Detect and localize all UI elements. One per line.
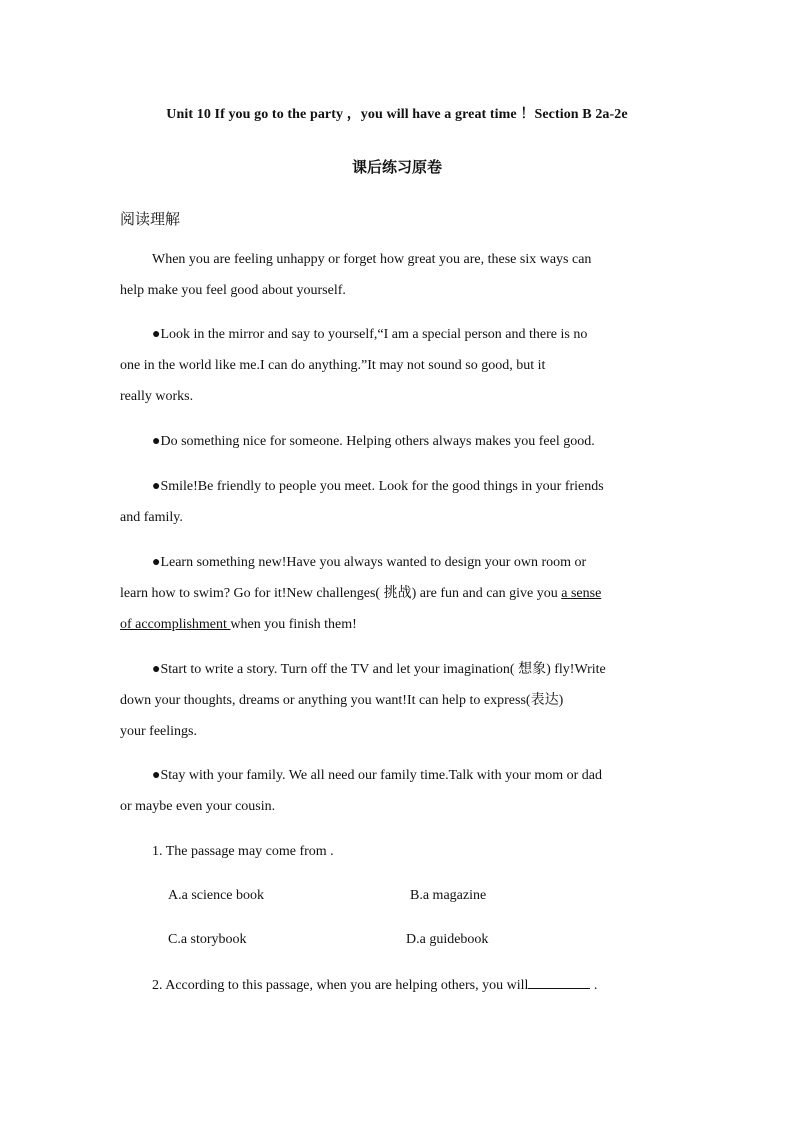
question-1-stem [120,836,680,867]
passage-line: ●Learn something new!Have you always wanted to design your own room or [152,555,587,570]
question-2-stem [120,970,680,1001]
passage-paragraph-6 [120,654,680,747]
passage-paragraph-4 [120,471,680,533]
question-text: 2. According to this passage, when you are helping others, you will [152,978,529,993]
passage-paragraph-7 [120,760,680,822]
underlined-phrase: of accomplishment [120,617,231,632]
passage-line: ●Stay with your family. We all need our family time.Talk with your mom or dad [152,768,602,783]
passage-line: really works. [120,389,194,404]
passage-line: ●Smile!Be friendly to people you meet. Look for the good things in your friends [152,479,604,494]
passage-paragraph-3 [120,426,680,457]
document-subtitle: 课后练习原卷 [351,158,442,176]
passage-paragraph-5 [120,547,680,640]
passage-line: or maybe even your cousin. [120,799,276,814]
passage-line: ●Start to write a story. Turn off the TV and let your imagination( 想象) fly!Write [152,662,606,677]
passage-line: ●Do something nice for someone. Helping others always makes you feel good. [152,434,595,449]
passage-line: ●Look in the mirror and say to yourself,“I am a special person and there is no [152,327,588,342]
option-c[interactable]: C.a storybook [168,932,247,947]
passage-line: learn how to swim? Go for it!New challenges( 挑战) are fun and can give you [120,586,562,601]
passage-line: and family. [120,510,183,525]
answer-blank[interactable] [528,976,590,989]
option-b[interactable]: B.a magazine [410,888,487,903]
passage-line: help make you feel good about yourself. [120,283,346,298]
passage-line: one in the world like me.I can do anything.”It may not sound so good, but it [120,358,546,373]
passage-line: your feelings. [120,724,197,739]
passage-paragraph-1 [120,244,680,306]
question-text: 1. The passage may come from . [152,844,334,859]
passage-line: When you are feeling unhappy or forget how great you are, these six ways can [152,252,592,267]
passage-line: down your thoughts, dreams or anything you want!It can help to express(表达) [120,693,564,708]
passage-line: when you finish them! [230,617,357,632]
option-d[interactable]: D.a guidebook [406,932,489,947]
document-title: Unit 10 If you go to the party ，you will have a great time ！Section B 2a-2e [166,107,628,122]
underlined-phrase: a sense [561,586,602,601]
passage-paragraph-2 [120,319,680,412]
question-text-end: . [590,978,598,993]
section-label: 阅读理解 [120,210,181,228]
option-a[interactable]: A.a science book [168,888,265,903]
